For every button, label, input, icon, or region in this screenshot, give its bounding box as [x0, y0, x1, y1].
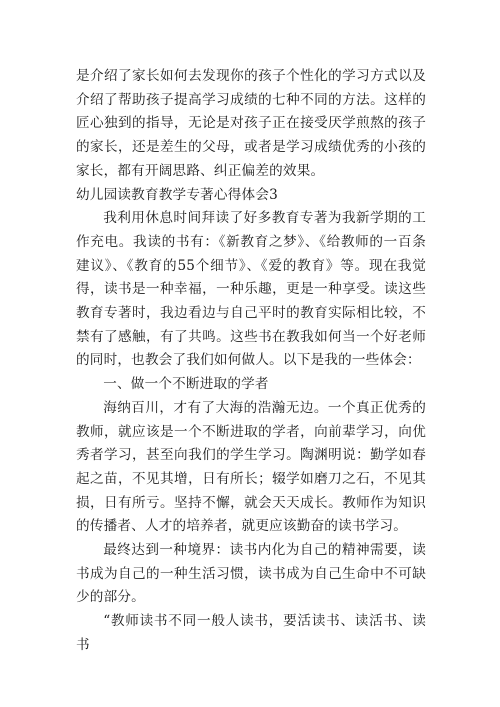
body-paragraph: 我利用休息时间拜读了好多教育专著为我新学期的工作充电。我读的书有：《新教育之梦》、《给教师的一百条建议》、《教育的55个细节》、《爱的教育》等。现在我觉得，读书是一种幸福，一种乐趣，更是一种享受。读这些教育专著时，我边看边与自己平时的教育实际相比较，不禁有了感触，有了共鸣。这些书在教我如何当一个好老师的同时，也教会了我们如何做人。以下是我的一些体会： — [76, 210, 426, 369]
body-paragraph: “教师读书不同一般人读书，要活读书、读活书、读书 — [76, 613, 426, 653]
body-paragraph: 是介绍了家长如何去发现你的孩子个性化的学习方式以及介绍了帮助孩子提高学习成绩的七种不同的方法。这样的匠心独到的指导，无论是对孩子正在接受厌学煎熬的孩子的家长，还是差生的父母，或者是学习成绩优秀的小孩的家长，都有开阔思路、纠正偏差的效果。 — [76, 68, 426, 179]
section-title: 幼儿园读教育教学专著心得体会3 — [76, 186, 278, 203]
document-body — [76, 65, 426, 658]
section-heading: 一、做一个不断进取的学者 — [103, 376, 269, 393]
body-paragraph: 最终达到一种境界：读书内化为自己的精神需要，读书成为自己的一种生活习惯，读书成为自己生命中不可缺少的部分。 — [76, 542, 426, 606]
body-paragraph: 海纳百川，才有了大海的浩瀚无边。一个真正优秀的教师，就应该是一个不断进取的学者，向前辈学习，向优秀者学习，甚至向我们的学生学习。陶渊明说：勤学如春起之苗，不见其增，日有所长；辍学如磨刀之石，不见其损，日有所亏。坚持不懈，就会天天成长。教师作为知识的传播者、人才的培养者，就更应该勤奋的读书学习。 — [76, 399, 426, 535]
